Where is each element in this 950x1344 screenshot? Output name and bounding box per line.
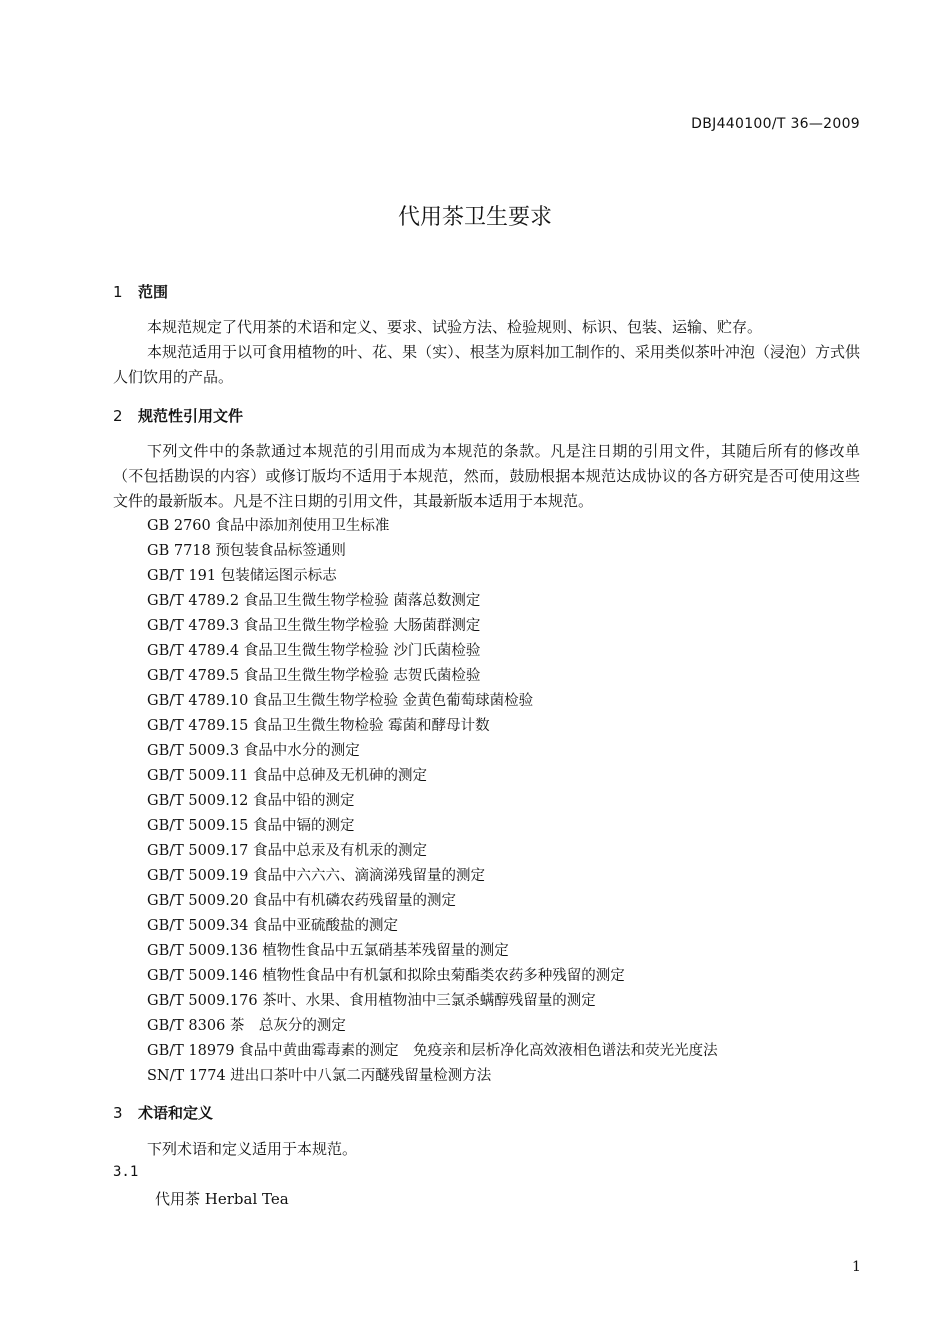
reference-item: GB/T 5009.19 食品中六六六、滴滴涕残留量的测定: [147, 868, 485, 884]
section-title: 规范性引用文件: [138, 407, 244, 425]
reference-item: GB/T 5009.15 食品中镉的测定: [147, 818, 355, 834]
document-code: DBJ440100/T 36—2009: [691, 116, 860, 132]
reference-item: GB/T 5009.136 植物性食品中五氯硝基苯残留量的测定: [147, 943, 509, 959]
reference-item: GB/T 5009.12 食品中铅的测定: [147, 793, 355, 809]
reference-item: GB/T 4789.5 食品卫生微生物学检验 志贺氏菌检验: [147, 668, 481, 684]
reference-item: GB/T 4789.15 食品卫生微生物检验 霉菌和酵母计数: [147, 718, 490, 734]
reference-item: GB/T 191 包装储运图示标志: [147, 568, 337, 584]
reference-item: GB/T 5009.11 食品中总砷及无机砷的测定: [147, 768, 427, 784]
reference-item: GB/T 5009.3 食品中水分的测定: [147, 743, 360, 759]
reference-item: SN/T 1774 进出口茶叶中八氯二丙醚残留量检测方法: [147, 1068, 492, 1084]
reference-item: GB/T 4789.3 食品卫生微生物学检验 大肠菌群测定: [147, 618, 481, 634]
reference-item: GB/T 5009.34 食品中亚硫酸盐的测定: [147, 918, 398, 934]
section-2-heading: [113, 405, 243, 426]
reference-item: GB/T 5009.17 食品中总汞及有机汞的测定: [147, 843, 427, 859]
reference-item: GB/T 5009.176 茶叶、水果、食用植物油中三氯杀螨醇残留量的测定: [147, 993, 596, 1009]
term-name: 代用茶 Herbal Tea: [155, 1190, 289, 1208]
reference-item: GB/T 5009.146 植物性食品中有机氯和拟除虫菊酯类农药多种残留的测定: [147, 968, 625, 984]
section-2-paragraph-1: 下列文件中的条款通过本规范的引用而成为本规范的条款。凡是注日期的引用文件，其随后所有的修改单（不包括勘误的内容）或修订版均不适用于本规范，然而，鼓励根据本规范达成协议的各方研究是否可使用这些文件的最新版本。凡是不注日期的引用文件，其最新版本适用于本规范。: [113, 442, 860, 510]
section-1-heading: [113, 281, 168, 302]
reference-item: GB/T 8306 茶 总灰分的测定: [147, 1018, 346, 1034]
section-title: 术语和定义: [138, 1104, 214, 1122]
section-3-paragraph-1: 下列术语和定义适用于本规范。: [147, 1140, 358, 1158]
reference-item: GB/T 4789.4 食品卫生微生物学检验 沙门氏菌检验: [147, 643, 481, 659]
reference-item: GB 2760 食品中添加剂使用卫生标准: [147, 518, 390, 534]
document-title: 代用茶卫生要求: [397, 205, 552, 230]
section-number: 1: [113, 283, 123, 301]
reference-item: GB/T 4789.2 食品卫生微生物学检验 菌落总数测定: [147, 593, 481, 609]
reference-item: GB/T 18979 食品中黄曲霉毒素的测定 免疫亲和层析净化高效液相色谱法和荧光光度法: [147, 1043, 718, 1059]
reference-item: GB/T 5009.20 食品中有机磷农药残留量的测定: [147, 893, 456, 909]
section-3-heading: [113, 1102, 213, 1123]
section-1-paragraph-1: 本规范规定了代用茶的术语和定义、要求、试验方法、检验规则、标识、包装、运输、贮存。: [147, 318, 763, 336]
section-title: 范围: [138, 283, 169, 301]
normative-references-list: [147, 514, 718, 1089]
section-number: 2: [113, 407, 123, 425]
reference-item: GB/T 4789.10 食品卫生微生物学检验 金黄色葡萄球菌检验: [147, 693, 534, 709]
section-1-paragraph-2: 本规范适用于以可食用植物的叶、花、果（实）、根茎为原料加工制作的、采用类似茶叶冲泡（浸泡）方式供人们饮用的产品。: [113, 343, 860, 386]
page-number: 1: [852, 1259, 861, 1275]
reference-item: GB 7718 预包装食品标签通则: [147, 543, 346, 559]
term-number: 3.1: [113, 1164, 139, 1180]
section-number: 3: [113, 1104, 123, 1122]
